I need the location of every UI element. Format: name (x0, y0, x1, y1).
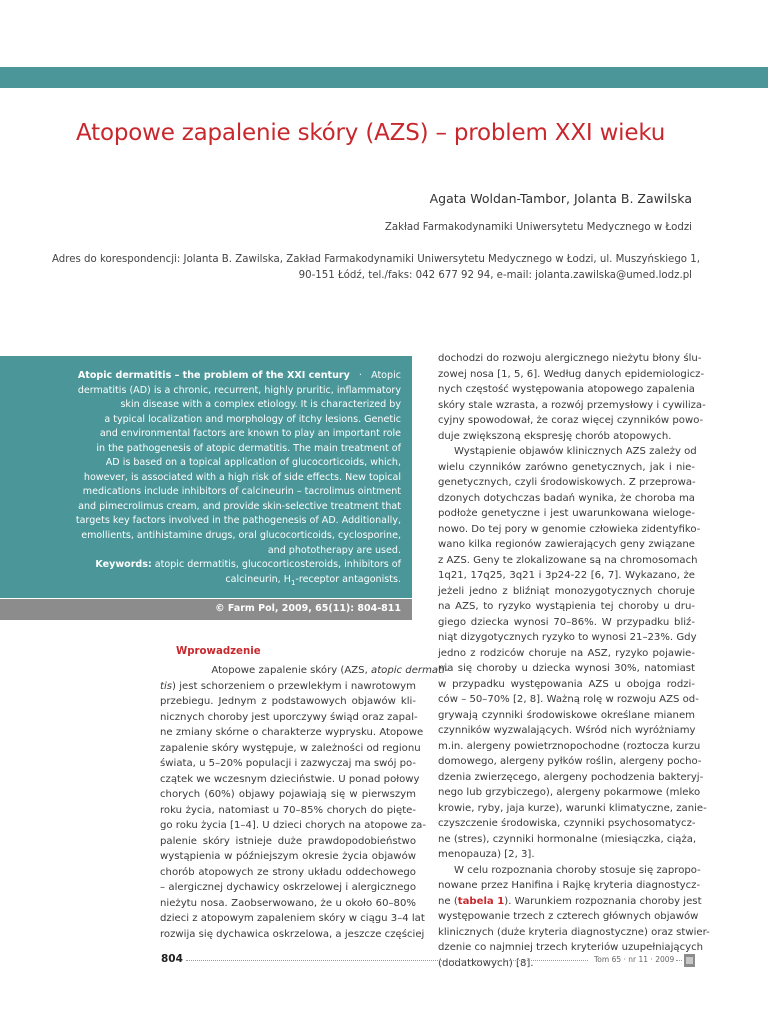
abstract-text (1, 369, 401, 590)
text-span: ne ( (438, 895, 458, 907)
address-line: Adres do korespondencji: Jolanta B. Zawilska, Zakład Farmakodynamiki Uniwersytetu Medycznego w Łodzi, ul. Muszyńskiego 1, (52, 254, 700, 265)
paragraph-line: ców – 50–70% [2, 8]. Ważną rolę w rozwoju AZS od- (438, 694, 699, 705)
paragraph-line: nowane przez Hanifina i Rajkę kryteria diagnostycz- (438, 880, 701, 891)
paragraph-line: zapalenie skóry występuje, w zależności od regionu (160, 742, 421, 754)
page-number: 804 (161, 953, 183, 965)
footer-rule-end (676, 960, 682, 961)
abstract-line (1, 369, 401, 384)
paragraph-line: m.in. alergeny powietrznopochodne (roztocza kurzu (438, 740, 701, 752)
paragraph-line: dzonych dotychczas badań wynika, że choroba ma (438, 492, 695, 504)
abstract-line: and pimecrolimus cream, and provide skin-selective treatment that (78, 500, 401, 512)
paragraph-line: dzenia zwierzęcego, alergeny pochodzenia bakteryj- (438, 771, 704, 783)
abstract-line: in the pathogenesis of atopic dermatitis. The main treatment of (96, 442, 401, 454)
authors: Agata Woldan-Tambor, Jolanta B. Zawilska (429, 191, 692, 206)
address-line: 90-151 Łódź, tel./faks: 042 677 92 94, e-mail: jolanta.zawilska@umed.lodz.pl (298, 269, 692, 281)
paragraph-line: menopauza) [2, 3]. (438, 849, 535, 860)
keywords-line (1, 558, 401, 573)
abstract-line: and phototherapy are used. (267, 544, 401, 556)
abstract-title: Atopic dermatitis – the problem of the XXI century (77, 370, 350, 381)
paragraph-line: skóry stale wzrasta, a rozwój przemysłowy i cywiliza- (438, 399, 706, 411)
paragraph-line: genetycznych, czyli środowiskowych. Z przeprowa- (438, 477, 696, 488)
text-span: ) jest schorzeniem o przewlekłym i nawrotowym (172, 680, 416, 692)
paragraph-line: giego dziecka wynosi 70–86%. W przypadku bliź- (438, 616, 695, 628)
paragraph-line: go roku życia [1–4]. U dzieci chorych na atopowe za- (160, 820, 427, 831)
paragraph-line: czyszczenie środowiska, czynniki psychosomatycz- (438, 818, 696, 829)
paragraph-line (160, 679, 416, 695)
paragraph-line: jeżeli jedno z bliźniąt monozygotycznych choruje (438, 585, 695, 597)
paragraph-line: świata, u 5–20% populacji i zazwyczaj ma swój po- (160, 758, 416, 769)
paragraph-line: nego lub grzybiczego), alergeny pokarmowe (mleko (438, 787, 701, 798)
header-band (0, 67, 768, 88)
paragraph-line: nicznych choroby jest uporczywy świąd oraz zapal- (160, 711, 418, 723)
paragraph-line (160, 663, 449, 679)
paragraph-line: chorych (60%) objawy pojawiają się w pierwszym (160, 789, 416, 800)
paragraph-line: w przypadku występowania AZS u obojga rodzi- (438, 678, 695, 690)
paragraph-line: 1q21, 17q25, 3q21 i 3p24-22 [6, 7]. Wykazano, że (438, 570, 695, 581)
paragraph-line: roku życia, natomiast u 70–85% chorych do pięte- (160, 804, 416, 816)
text-span: Atopowe zapalenie skóry (AZS, (211, 665, 372, 676)
keywords-line (1, 573, 401, 590)
citation-bar (0, 599, 412, 620)
subscript: 1 (290, 578, 296, 587)
article-title: Atopowe zapalenie skóry (AZS) – problem XXI wieku (76, 120, 666, 146)
paragraph-line: nowo. Do tej pory w genomie człowieka zidentyfiko- (438, 523, 701, 535)
table-reference-link[interactable]: tabela 1 (457, 895, 505, 907)
abstract-separator: · (358, 370, 362, 381)
paragraph-line: zowej nosa [1, 5, 6]. Według danych epidemiologicz- (438, 368, 705, 380)
paragraph-line: czątek we wczesnym dzieciństwie. U ponad połowy (160, 773, 420, 785)
paragraph-line: cyjny spowodował, że coraz więcej czynników powo- (438, 415, 704, 426)
abstract-text-start: Atopic (371, 370, 401, 381)
keywords-label: Keywords: (95, 559, 152, 571)
abstract-line: skin disease with a complex etiology. It is characterized by (120, 399, 401, 411)
italic-term: atopic dermati- (371, 665, 449, 676)
paragraph-line: na AZS, to ryzyko wystąpienia tej choroby u dru- (438, 601, 695, 612)
page-corner-icon (684, 954, 695, 967)
paragraph-line: rozwija się dychawica oskrzelowa, a jeszcze częściej (160, 928, 425, 940)
footer-rule (186, 960, 588, 961)
paragraph-line: nia się choroby u dziecka wynosi 30%, natomiast (438, 663, 695, 674)
journal-info: Tom 65 · nr 11 · 2009 (594, 955, 675, 964)
paragraph-line: duje zwiększoną ekspresję chorób atopowych. (438, 430, 672, 442)
section-heading: Wprowadzenie (176, 646, 261, 657)
affiliation: Zakład Farmakodynamiki Uniwersytetu Medycznego w Łodzi (384, 222, 692, 233)
paragraph-line: występowanie trzech z czterech głównych objawów (438, 911, 699, 922)
paragraph-line: nych częstość występowania atopowego zapalenia (438, 384, 695, 395)
paragraph-line: domowego, alergeny pyłków roślin, alergeny pocho- (438, 756, 702, 767)
paragraph-line: palenie skóry istnieje duże prawdopodobieństwo (160, 835, 416, 847)
paragraph-line: ne (stres), czynniki hormonalne (miesiączka, ciąża, (438, 833, 697, 845)
correspondence-address (52, 252, 700, 283)
paragraph-line (438, 894, 702, 910)
abstract-line: and environmental factors are known to play an important role (99, 428, 401, 440)
citation: © Farm Pol, 2009, 65(11): 804-811 (215, 603, 401, 614)
abstract-line: a typical localization and morphology of itchy lesions. Genetic (104, 413, 401, 425)
text-span: ). Warunkiem rozpoznania choroby jest (504, 895, 702, 907)
paragraph-line: (dodatkowych) [8]. (438, 957, 534, 969)
paragraph-line: wano kilka regionów zawierających geny związane (438, 539, 695, 550)
keywords-text: -receptor antagonists. (295, 573, 401, 585)
italic-term: tis (160, 680, 173, 692)
abstract-line: medications include inhibitors of calcineurin – tacrolimus ointment (82, 486, 401, 498)
abstract-line: emollients, antihistamine drugs, oral glucocorticoids, cyclosporine, (81, 530, 401, 542)
right-column (438, 351, 710, 971)
abstract-line: however, is associated with a high risk of side effects. New topical (83, 471, 401, 483)
paragraph-line: chorób atopowych ze strony układu oddechowego (160, 866, 416, 878)
paragraph-line: wystąpienia w późniejszym okresie życia objawów (160, 851, 416, 862)
paragraph-line: podłoże genetyczne i jest uwarunkowana wieloge- (438, 508, 695, 519)
abstract-line: AD is based on a topical application of glucocorticoids, which, (105, 457, 401, 469)
paragraph-line: dzieci z atopowym zapaleniem skóry w ciągu 3–4 lat (160, 913, 425, 924)
paragraph-line: W celu rozpoznania choroby stosuje się zapropo- (454, 864, 701, 876)
abstract-line: targets key factors involved in the pathogenesis of AD. Additionally, (75, 515, 401, 527)
paragraph-line: dzenie co najmniej trzech kryteriów uzupełniających (438, 942, 704, 953)
paragraph-line: grywają czynniki środowiskowe określane mianem (438, 709, 695, 721)
paragraph-line: ne zmiany skórne o charakterze wyprysku. Atopowe (160, 727, 424, 738)
paragraph-line: czynników wyzwalających. Wśród nich wyróżniamy (438, 725, 696, 736)
paragraph-line: dochodzi do rozwoju alergicznego nieżytu błony ślu- (438, 353, 702, 364)
keywords-text: atopic dermatitis, glucocorticosteroids, inhibitors of (154, 559, 401, 571)
paragraph-line: z AZS. Geny te zlokalizowane są na chromosomach (438, 554, 698, 566)
paragraph-line: Wystąpienie objawów klinicznych AZS zależy od (454, 446, 697, 457)
left-column (160, 663, 449, 942)
paragraph-line: klinicznych (duże kryteria diagnostyczne) oraz stwier- (438, 926, 710, 938)
paragraph-line: – alergicznej dychawicy oskrzelowej i alergicznego (160, 882, 416, 893)
abstract-box (0, 356, 412, 598)
paragraph-line: krowie, ryby, jaja kurze), warunki klimatyczne, zanie- (438, 802, 707, 814)
paragraph-line: wielu czynników zarówno genetycznych, jak i nie- (438, 461, 695, 473)
paragraph-line: nieżytu nosa. Zaobserwowano, że u około 60–80% (160, 897, 416, 909)
paragraph-line: jedno z rodziców choruje na ASZ, ryzyko pojawie- (438, 647, 695, 659)
paragraph-line: niąt dizygotycznych ryzyko to wynosi 21–23%. Gdy (438, 632, 697, 643)
abstract-line: dermatitis (AD) is a chronic, recurrent, highly pruritic, inflammatory (77, 384, 401, 396)
keywords-text: calcineurin, H (225, 573, 291, 585)
paragraph-line: przebiegu. Jednym z podstawowych objawów kli- (160, 696, 416, 707)
